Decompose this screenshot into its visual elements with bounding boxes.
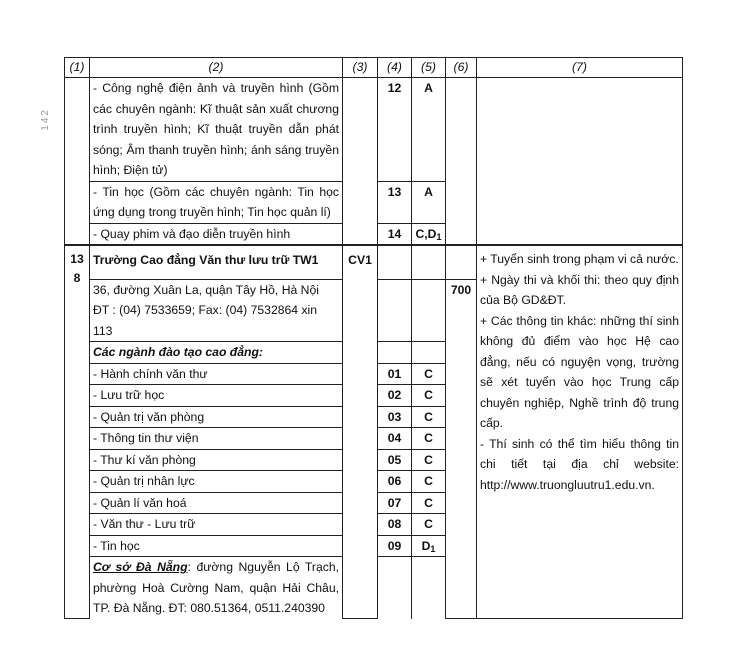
- exam-block-main: C,D: [415, 226, 437, 241]
- table-row: [65, 78, 683, 182]
- exam-block: C: [412, 449, 446, 471]
- exam-block: C: [412, 514, 446, 536]
- block-cell-empty: [412, 279, 446, 342]
- block-cell-empty: [412, 245, 446, 279]
- code-cell-empty: [378, 279, 412, 342]
- school-address: 36, đường Xuân La, quận Tây Hồ, Hà Nội: [93, 282, 319, 297]
- exam-block: C: [412, 385, 446, 407]
- major-name: - Hành chính văn thư: [90, 363, 343, 385]
- major-name: - Thông tin thư viện: [90, 428, 343, 450]
- major-name: - Quản lí văn hoá: [90, 492, 343, 514]
- major-code: 05: [378, 449, 412, 471]
- school-code-cell-empty: [343, 78, 378, 246]
- major-name: - Lưu trữ học: [90, 385, 343, 407]
- table-row: [65, 245, 683, 279]
- branch-info: [90, 557, 343, 619]
- stt-cell-empty: [65, 78, 90, 246]
- quota-cell-top-empty: [446, 245, 477, 279]
- quota-cell-empty: [446, 78, 477, 246]
- note-item: + Các thông tin khác: những thí sinh không đủ điểm vào học Hệ cao đẳng, nếu có nguyện vọng, trường sẽ xét tuyển vào học Trung cấp chuyên nghiệp, Nghề trình độ trung cấp.: [480, 313, 679, 430]
- note-item: + Tuyển sinh trong phạm vi cả nước.: [480, 252, 679, 266]
- school-phone: ĐT : (04) 7533659; Fax: (04) 7532864 xin 113: [93, 303, 318, 338]
- exam-block: [412, 535, 446, 557]
- header-col-5: (5): [412, 58, 446, 78]
- header-col-3: (3): [343, 58, 378, 78]
- notes-cell: [477, 245, 683, 619]
- header-col-7: (7): [477, 58, 683, 78]
- major-name: - Quản trị văn phòng: [90, 406, 343, 428]
- exam-block: C: [412, 363, 446, 385]
- major-name: - Quay phim và đạo diễn truyền hình: [90, 223, 343, 245]
- header-col-4: (4): [378, 58, 412, 78]
- major-code: 01: [378, 363, 412, 385]
- exam-block: C: [412, 428, 446, 450]
- exam-block: C: [412, 471, 446, 493]
- exam-block-sub: 1: [436, 231, 442, 242]
- major-code: 14: [378, 223, 412, 245]
- branch-title: Cơ sở Đà Nẵng: [93, 560, 188, 574]
- major-code: 07: [378, 492, 412, 514]
- major-code: 09: [378, 535, 412, 557]
- block-cell-empty: [412, 342, 446, 364]
- major-code: 13: [378, 181, 412, 223]
- code-cell-empty: [378, 245, 412, 279]
- major-code: 06: [378, 471, 412, 493]
- header-col-1: (1): [65, 58, 90, 78]
- school-stt: 138: [70, 252, 84, 285]
- admissions-table: [64, 57, 683, 619]
- exam-block: A: [412, 78, 446, 182]
- exam-block: C: [412, 492, 446, 514]
- enrollment-quota: 700: [446, 279, 477, 619]
- exam-block-sub: 1: [430, 543, 436, 554]
- major-name: - Tin học: [90, 535, 343, 557]
- notes-cell-empty: [477, 78, 683, 246]
- school-name: Trường Cao đẳng Văn thư lưu trữ TW1: [90, 245, 343, 279]
- school-code: CV1: [343, 245, 378, 619]
- page-number: 142: [40, 108, 51, 131]
- major-code: 08: [378, 514, 412, 536]
- exam-block: [412, 223, 446, 245]
- school-contact: [90, 279, 343, 342]
- major-code: 03: [378, 406, 412, 428]
- note-item: + Ngày thi và khối thi: theo quy định của Bộ GD&ĐT.: [480, 272, 679, 307]
- major-name: - Thư kí văn phòng: [90, 449, 343, 471]
- code-cell-empty: [378, 557, 412, 619]
- major-name: - Tin học (Gồm các chuyên ngành: Tin học ứng dụng trong truyền hình; Tin học quản lí): [90, 181, 343, 223]
- major-code: 12: [378, 78, 412, 182]
- major-code: 04: [378, 428, 412, 450]
- header-col-6: (6): [446, 58, 477, 78]
- header-col-2: (2): [90, 58, 343, 78]
- branch-text: : đường Nguyễn Lộ Trạch, phường Hoà Cường Nam, quận Hải Châu, TP. Đà Nẵng. ĐT: 080.51364, 0511.240390: [93, 560, 339, 615]
- major-name: - Quản trị nhân lực: [90, 471, 343, 493]
- exam-block: A: [412, 181, 446, 223]
- block-cell-empty: [412, 557, 446, 619]
- exam-block-main: D: [421, 538, 431, 553]
- major-name: - Công nghệ điện ảnh và truyền hình (Gồm các chuyên ngành: Kĩ thuật sản xuất chương trình truyền hình; Kĩ thuật truyền dẫn phát sóng; Âm thanh truyền hình; ánh sáng truyền hình; Điện tử): [90, 78, 343, 182]
- exam-block: C: [412, 406, 446, 428]
- header-row: [65, 58, 683, 78]
- code-cell-empty: [378, 342, 412, 364]
- stt-cell: [65, 245, 90, 619]
- note-item: - Thí sinh có thể tìm hiểu thông tin chi tiết tại địa chỉ website: http://www.truongluutru1.edu.vn.: [480, 436, 679, 492]
- majors-heading: Các ngành đào tạo cao đẳng:: [90, 342, 343, 364]
- major-code: 02: [378, 385, 412, 407]
- major-name: - Văn thư - Lưu trữ: [90, 514, 343, 536]
